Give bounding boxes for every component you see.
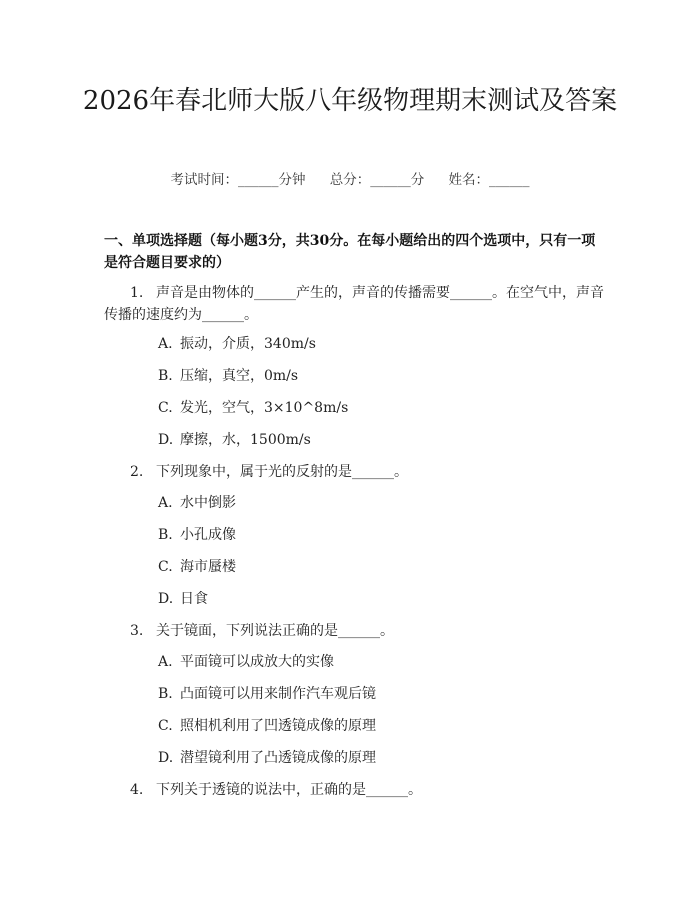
option-text: 潜望镜利用了凸透镜成像的原理 bbox=[180, 750, 376, 766]
option-2b bbox=[158, 525, 236, 545]
option-letter: B. bbox=[158, 368, 173, 384]
option-3d bbox=[158, 748, 376, 768]
question-text: 关于镜面，下列说法正确的是______。 bbox=[156, 623, 394, 639]
option-text: 凸面镜可以用来制作汽车观后镜 bbox=[180, 686, 376, 702]
question-number: 2. bbox=[130, 464, 144, 480]
exam-meta bbox=[0, 168, 700, 188]
option-text: 平面镜可以成放大的实像 bbox=[180, 654, 334, 670]
option-text: 压缩，真空，0m/s bbox=[180, 368, 299, 384]
question-text: 声音是由物体的______产生的，声音的传播需要______。在空气中，声音传播的速度约为______。 bbox=[104, 285, 604, 323]
exam-time: 考试时间：______分钟 bbox=[170, 172, 306, 188]
option-text: 小孔成像 bbox=[180, 527, 236, 543]
option-text: 照相机利用了凹透镜成像的原理 bbox=[180, 718, 376, 734]
option-text: 水中倒影 bbox=[180, 495, 236, 511]
option-letter: D. bbox=[158, 750, 174, 766]
option-3b bbox=[158, 684, 376, 704]
option-2d bbox=[158, 589, 208, 609]
option-letter: D. bbox=[158, 591, 174, 607]
option-text: 海市蜃楼 bbox=[180, 559, 236, 575]
option-text: 摩擦，水，1500m/s bbox=[180, 432, 311, 448]
option-1d bbox=[158, 430, 311, 450]
page-title: 2026年春北师大版八年级物理期末测试及答案 bbox=[82, 86, 618, 116]
option-2c bbox=[158, 557, 236, 577]
question-1 bbox=[104, 282, 604, 326]
option-3c bbox=[158, 716, 376, 736]
option-1b bbox=[158, 366, 298, 386]
option-letter: B. bbox=[158, 527, 173, 543]
option-text: 发光，空气，3×10^8m/s bbox=[180, 400, 349, 416]
question-text: 下列关于透镜的说法中，正确的是______。 bbox=[156, 782, 422, 798]
question-number: 1. bbox=[130, 285, 144, 301]
option-1c bbox=[158, 398, 348, 418]
option-letter: A. bbox=[158, 336, 173, 352]
section-heading: 一、单项选择题（每小题3分，共30分。在每小题给出的四个选项中，只有一项是符合题目要求的） bbox=[104, 233, 596, 271]
option-letter: C. bbox=[158, 400, 173, 416]
option-3a bbox=[158, 652, 334, 672]
option-letter: D. bbox=[158, 432, 174, 448]
question-2 bbox=[104, 461, 604, 483]
exam-name: 姓名：______ bbox=[448, 172, 530, 188]
option-letter: C. bbox=[158, 718, 173, 734]
question-text: 下列现象中，属于光的反射的是______。 bbox=[156, 464, 408, 480]
option-1a bbox=[158, 334, 316, 354]
exam-score: 总分：______分 bbox=[329, 172, 425, 188]
option-text: 日食 bbox=[180, 591, 208, 607]
question-number: 3. bbox=[130, 623, 144, 639]
option-letter: A. bbox=[158, 495, 173, 511]
option-text: 振动，介质，340m/s bbox=[180, 336, 316, 352]
option-letter: A. bbox=[158, 654, 173, 670]
question-4 bbox=[104, 779, 604, 801]
option-2a bbox=[158, 493, 236, 513]
question-number: 4. bbox=[130, 782, 144, 798]
option-letter: C. bbox=[158, 559, 173, 575]
option-letter: B. bbox=[158, 686, 173, 702]
question-3 bbox=[104, 620, 604, 642]
